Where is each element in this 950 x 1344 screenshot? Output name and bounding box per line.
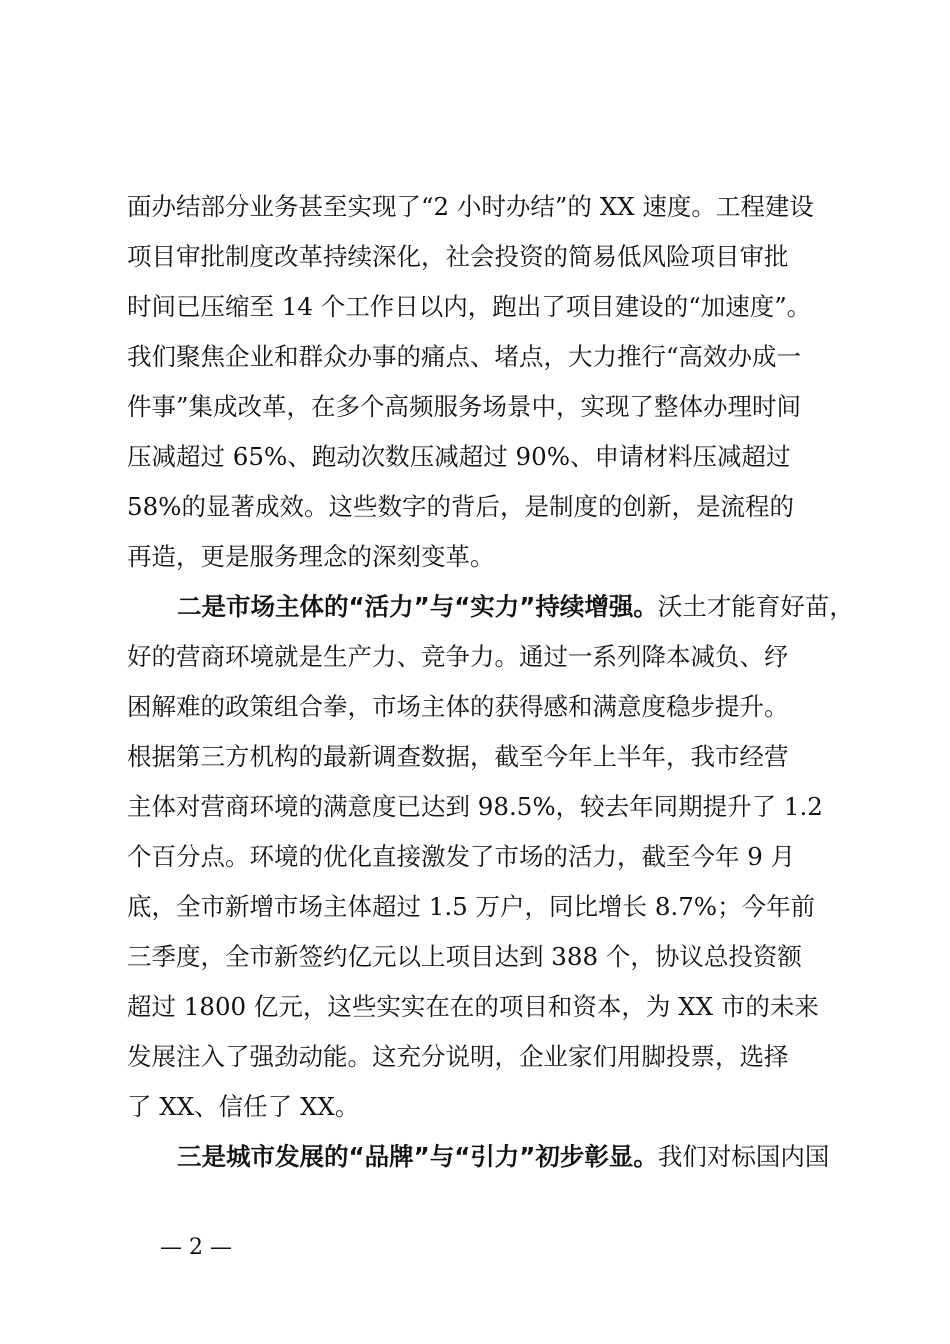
text-line: 困解难的政策组合拳，市场主体的获得感和满意度稳步提升。 [127, 692, 789, 721]
paragraph-first-line [127, 1132, 832, 1182]
text-line: 超过 1800 亿元，这些实实在在的项目和资本，为 XX 市的未来 [127, 992, 819, 1021]
text-run: 我们对标国内国 [657, 1142, 830, 1171]
text-line: 面办结部分业务甚至实现了“2 小时办结”的 XX 速度。工程建设 [127, 192, 814, 221]
paragraph-first-line [127, 582, 854, 632]
text-line: 压减超过 65%、跑动次数压减超过 90%、申请材料压减超过 [127, 442, 791, 471]
text-line: 了 XX、信任了 XX。 [127, 1092, 360, 1121]
text-line: 时间已压缩至 14 个工作日以内，跑出了项目建设的“加速度”。 [127, 292, 812, 321]
body-text [127, 182, 854, 1182]
text-line: 再造，更是服务理念的深刻变革。 [127, 542, 495, 571]
text-line: 58%的显著成效。这些数字的背后，是制度的创新，是流程的 [127, 492, 794, 521]
text-line: 个百分点。环境的优化直接激发了市场的活力，截至今年 9 月 [127, 842, 796, 871]
text-run: 沃土才能育好苗， [657, 592, 854, 621]
text-line: 主体对营商环境的满意度已达到 98.5%，较去年同期提升了 1.2 [127, 792, 823, 821]
page-number: — 2 — [160, 1235, 232, 1260]
text-line: 底，全市新增市场主体超过 1.5 万户，同比增长 8.7%；今年前 [127, 892, 816, 921]
text-line: 项目审批制度改革持续深化，社会投资的简易低风险项目审批 [127, 242, 789, 271]
text-line: 三季度，全市新签约亿元以上项目达到 388 个，协议总投资额 [127, 942, 802, 971]
section-heading: 二是市场主体的“活力”与“实力”持续增强。 [177, 592, 658, 621]
section-heading: 三是城市发展的“品牌”与“引力”初步彰显。 [177, 1142, 658, 1171]
text-line: 根据第三方机构的最新调查数据，截至今年上半年，我市经营 [127, 742, 789, 771]
text-line: 件事”集成改革，在多个高频服务场景中，实现了整体办理时间 [127, 392, 802, 421]
text-line: 好的营商环境就是生产力、竞争力。通过一系列降本减负、纾 [127, 642, 789, 671]
text-line: 我们聚焦企业和群众办事的痛点、堵点，大力推行“高效办成一 [127, 342, 802, 371]
text-line: 发展注入了强劲动能。这充分说明，企业家们用脚投票，选择 [127, 1042, 789, 1071]
